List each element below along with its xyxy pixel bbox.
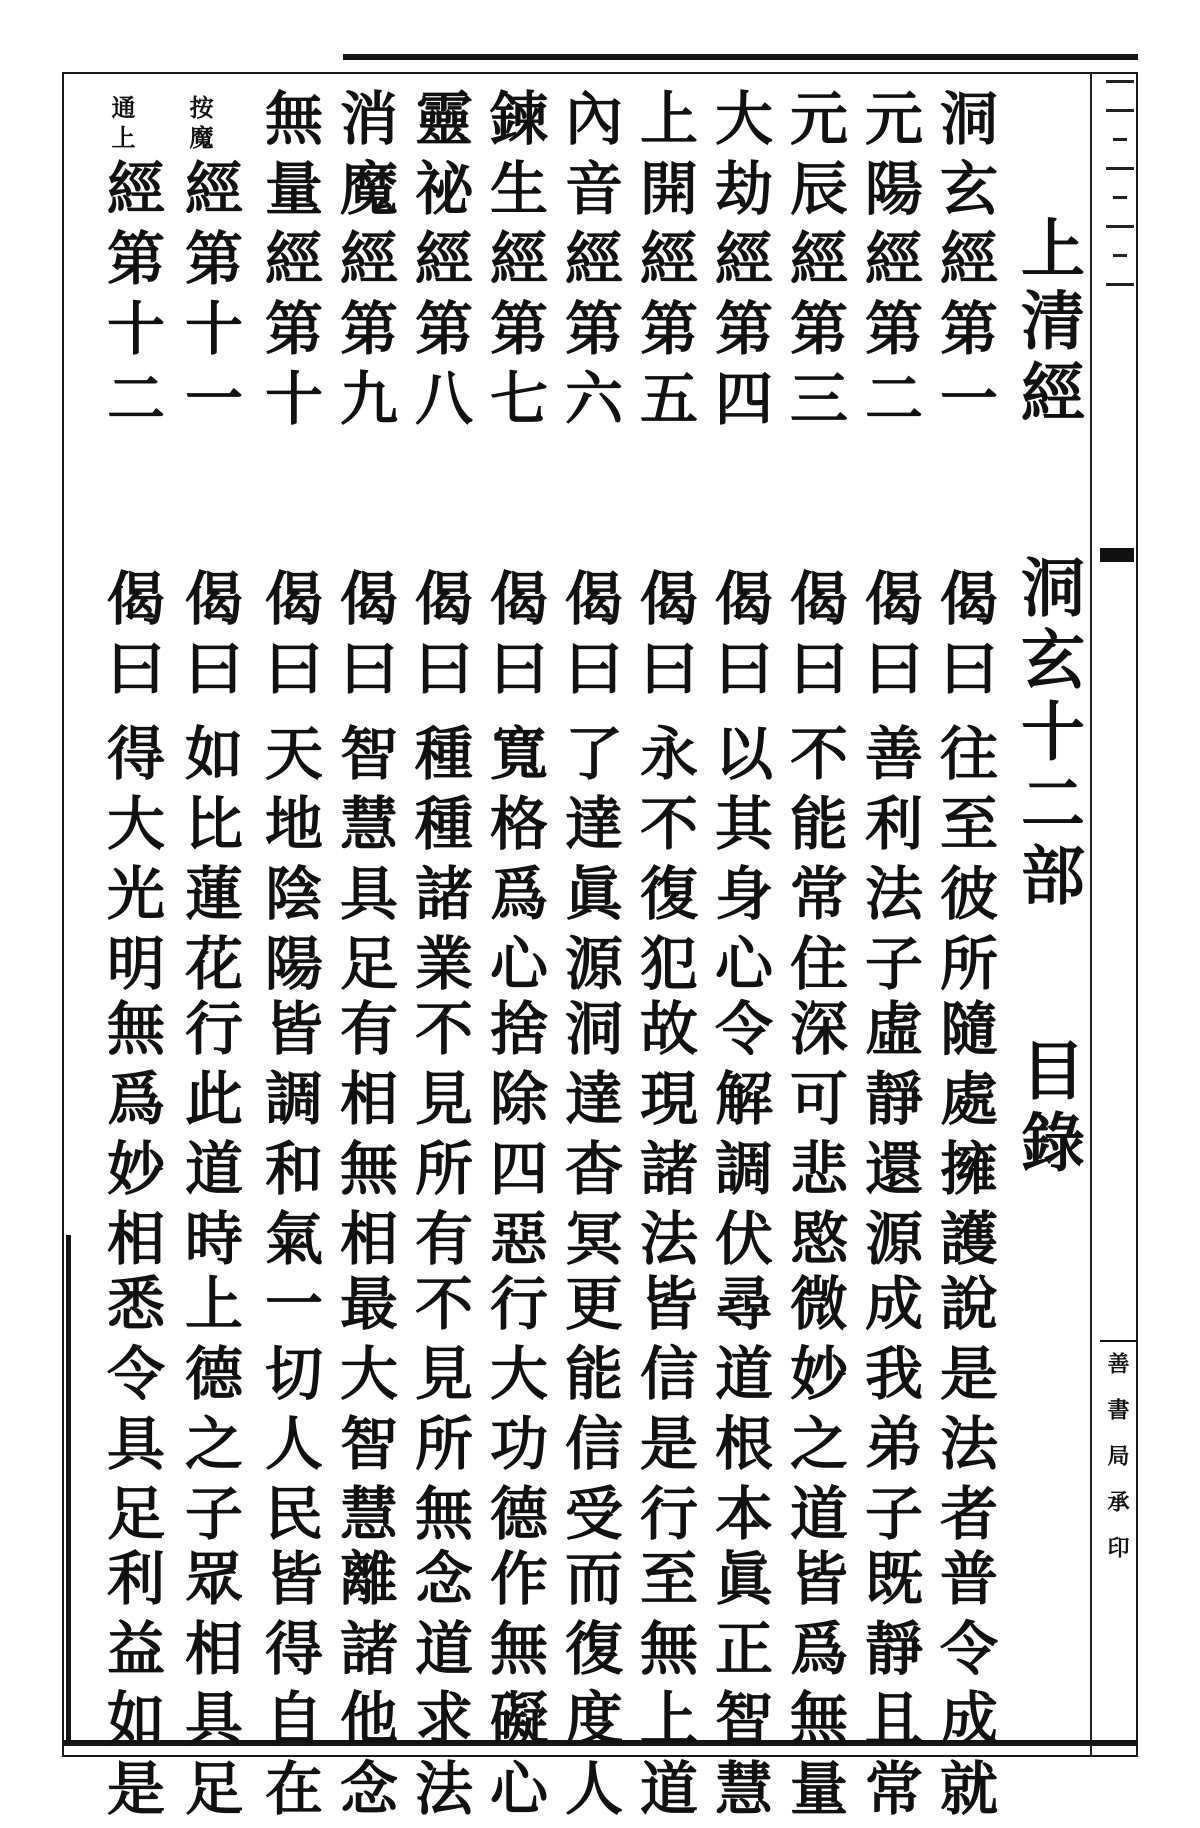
verse-line: 至無上道 <box>630 1548 698 1828</box>
verse-line: 有相無相 <box>330 998 398 1278</box>
verse-line: 以其身心 <box>705 723 773 1003</box>
entry-annotation: 按魔 <box>185 95 214 155</box>
verse-line: 無爲妙相 <box>97 998 165 1278</box>
verse-line: 眞正智慧 <box>705 1548 773 1828</box>
entry-title: 經第十一 <box>175 158 243 438</box>
verse-line: 虛靜還源 <box>855 998 923 1278</box>
left-rule <box>66 1235 71 1745</box>
verse-line: 最大智慧 <box>330 1273 398 1553</box>
verse-line: 一切人民 <box>255 1273 323 1553</box>
entry-title: 洞玄經第一 <box>930 88 998 438</box>
verse-line: 洞達杳冥 <box>555 998 623 1278</box>
verse-line: 既靜且常 <box>855 1548 923 1828</box>
verse-line: 不見所無 <box>405 1273 473 1553</box>
section-subtitle: 洞玄十二部 <box>1010 554 1085 914</box>
verse-line: 說是法者 <box>930 1273 998 1553</box>
verse-line: 離諸他念 <box>330 1548 398 1828</box>
entry-title: 元辰經第三 <box>780 88 848 438</box>
verse-line: 永不復犯 <box>630 723 698 1003</box>
gatha-label: 偈曰 <box>705 568 773 708</box>
verse-line: 深可悲愍 <box>780 998 848 1278</box>
verse-line: 悉令具足 <box>97 1273 165 1553</box>
verse-line: 普令成就 <box>930 1548 998 1828</box>
verse-line: 上德之子 <box>175 1273 243 1553</box>
entry-title: 元陽經第二 <box>855 88 923 438</box>
verse-line: 往至彼所 <box>930 723 998 1003</box>
entry-title: 經第十二 <box>97 158 165 438</box>
verse-line: 天地陰陽 <box>255 723 323 1003</box>
verse-line: 微妙之道 <box>780 1273 848 1553</box>
verse-line: 寬格爲心 <box>480 723 548 1003</box>
entry-title: 大劫經第四 <box>705 88 773 438</box>
entry-title: 消魔經第九 <box>330 88 398 438</box>
entry-title: 靈祕經第八 <box>405 88 473 438</box>
verse-line: 皆爲無量 <box>780 1548 848 1828</box>
entry-title: 鍊生經第七 <box>480 88 548 438</box>
scripture-title: 上清經 <box>1010 215 1085 431</box>
contents-label: 目錄 <box>1010 1037 1085 1181</box>
verse-line: 而復度人 <box>555 1548 623 1828</box>
margin-block-mark <box>1100 548 1134 562</box>
verse-line: 念道求法 <box>405 1548 473 1828</box>
gatha-label: 偈曰 <box>175 568 243 708</box>
heading-column <box>1010 215 1085 1181</box>
gatha-label: 偈曰 <box>630 568 698 708</box>
verse-line: 行此道時 <box>175 998 243 1278</box>
gatha-label: 偈曰 <box>780 568 848 708</box>
verse-line: 更能信受 <box>555 1273 623 1553</box>
entry-title: 內音經第六 <box>555 88 623 438</box>
verse-line: 隨處擁護 <box>930 998 998 1278</box>
verse-line: 皆信是行 <box>630 1273 698 1553</box>
gatha-label: 偈曰 <box>405 568 473 708</box>
verse-line: 皆得自在 <box>255 1548 323 1828</box>
verse-line: 皆調和氣 <box>255 998 323 1278</box>
gatha-label: 偈曰 <box>255 568 323 708</box>
gatha-label: 偈曰 <box>480 568 548 708</box>
verse-line: 故現諸法 <box>630 998 698 1278</box>
entry-annotation: 通上 <box>107 95 136 155</box>
verse-line: 不見所有 <box>405 998 473 1278</box>
gatha-label: 偈曰 <box>555 568 623 708</box>
entry-title: 無量經第十 <box>255 88 323 438</box>
gatha-label: 偈曰 <box>855 568 923 708</box>
gatha-label: 偈曰 <box>330 568 398 708</box>
verse-line: 如比蓮花 <box>175 723 243 1003</box>
verse-line: 成我弟子 <box>855 1273 923 1553</box>
verse-line: 種種諸業 <box>405 723 473 1003</box>
verse-line: 不能常住 <box>780 723 848 1003</box>
verse-line: 智慧具足 <box>330 723 398 1003</box>
top-rule <box>343 54 1138 60</box>
verse-line: 善利法子 <box>855 723 923 1003</box>
margin-divider <box>1100 1340 1138 1342</box>
verse-line: 作無礙心 <box>480 1548 548 1828</box>
gatha-label: 偈曰 <box>97 568 165 708</box>
gatha-label: 偈曰 <box>930 568 998 708</box>
margin-tick-marks <box>1100 80 1140 600</box>
verse-line: 令解調伏 <box>705 998 773 1278</box>
verse-line: 尋道根本 <box>705 1273 773 1553</box>
verse-line: 得大光明 <box>97 723 165 1003</box>
verse-line: 行大功德 <box>480 1273 548 1553</box>
printer-imprint: 善書局承印 <box>1104 1352 1130 1582</box>
verse-line: 眾相具足 <box>175 1548 243 1828</box>
entry-title: 上開經第五 <box>630 88 698 438</box>
verse-line: 了達眞源 <box>555 723 623 1003</box>
verse-line: 捨除四惡 <box>480 998 548 1278</box>
verse-line: 利益如是 <box>97 1548 165 1828</box>
